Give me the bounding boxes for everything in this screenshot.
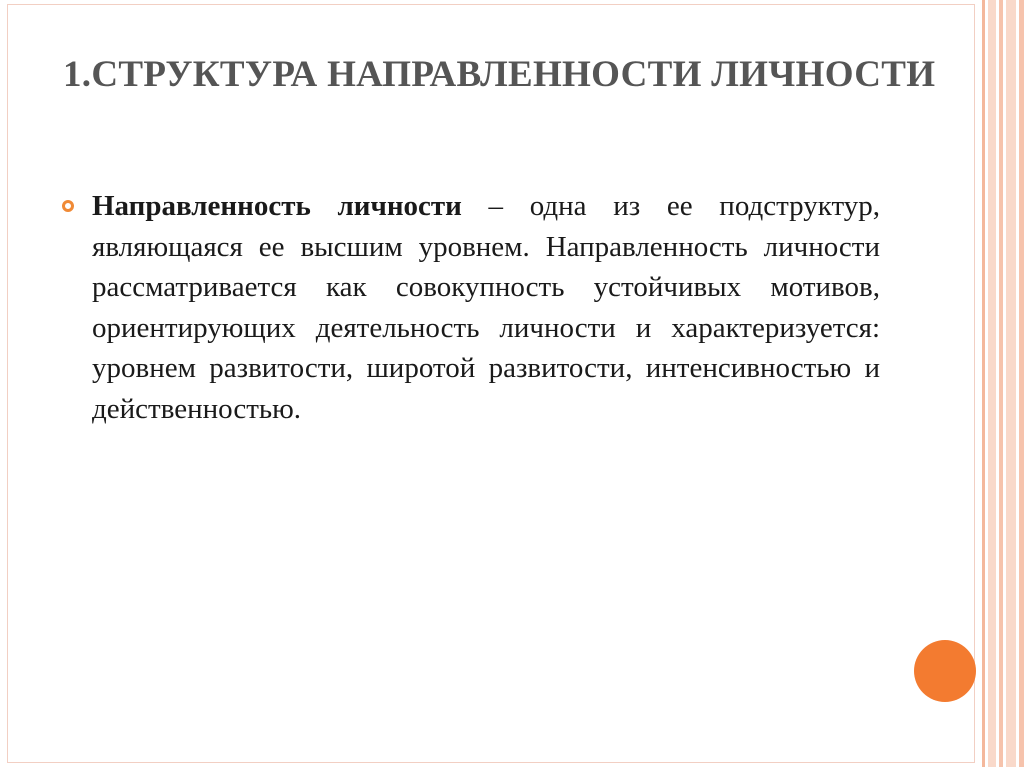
bullet-term: Направленность личности — [92, 190, 462, 222]
list-item — [60, 186, 880, 430]
stripe-3 — [999, 0, 1003, 767]
decorative-orange-circle — [914, 640, 976, 702]
stripe-1 — [982, 0, 985, 767]
bullet-list — [60, 186, 880, 430]
decorative-stripes — [982, 0, 1024, 767]
title-number: 1. — [63, 54, 92, 95]
stripe-4 — [1006, 0, 1016, 767]
stripe-5 — [1019, 0, 1024, 767]
title-text: СТРУКТУРА НАПРАВЛЕННОСТИ ЛИЧНОСТИ — [91, 54, 936, 95]
bullet-text: – одна из ее подструктур, являющаяся ее высшим уровнем. Направленность личности рассматривается как совокупность устойчивых мотивов, ориентирующих деятельность личности и характеризуется: уровнем развитости, широтой развитости, интенсивностью и действенностью. — [92, 190, 881, 425]
bullet-circle-icon — [62, 200, 74, 212]
slide-title — [63, 48, 943, 102]
stripe-2 — [988, 0, 996, 767]
